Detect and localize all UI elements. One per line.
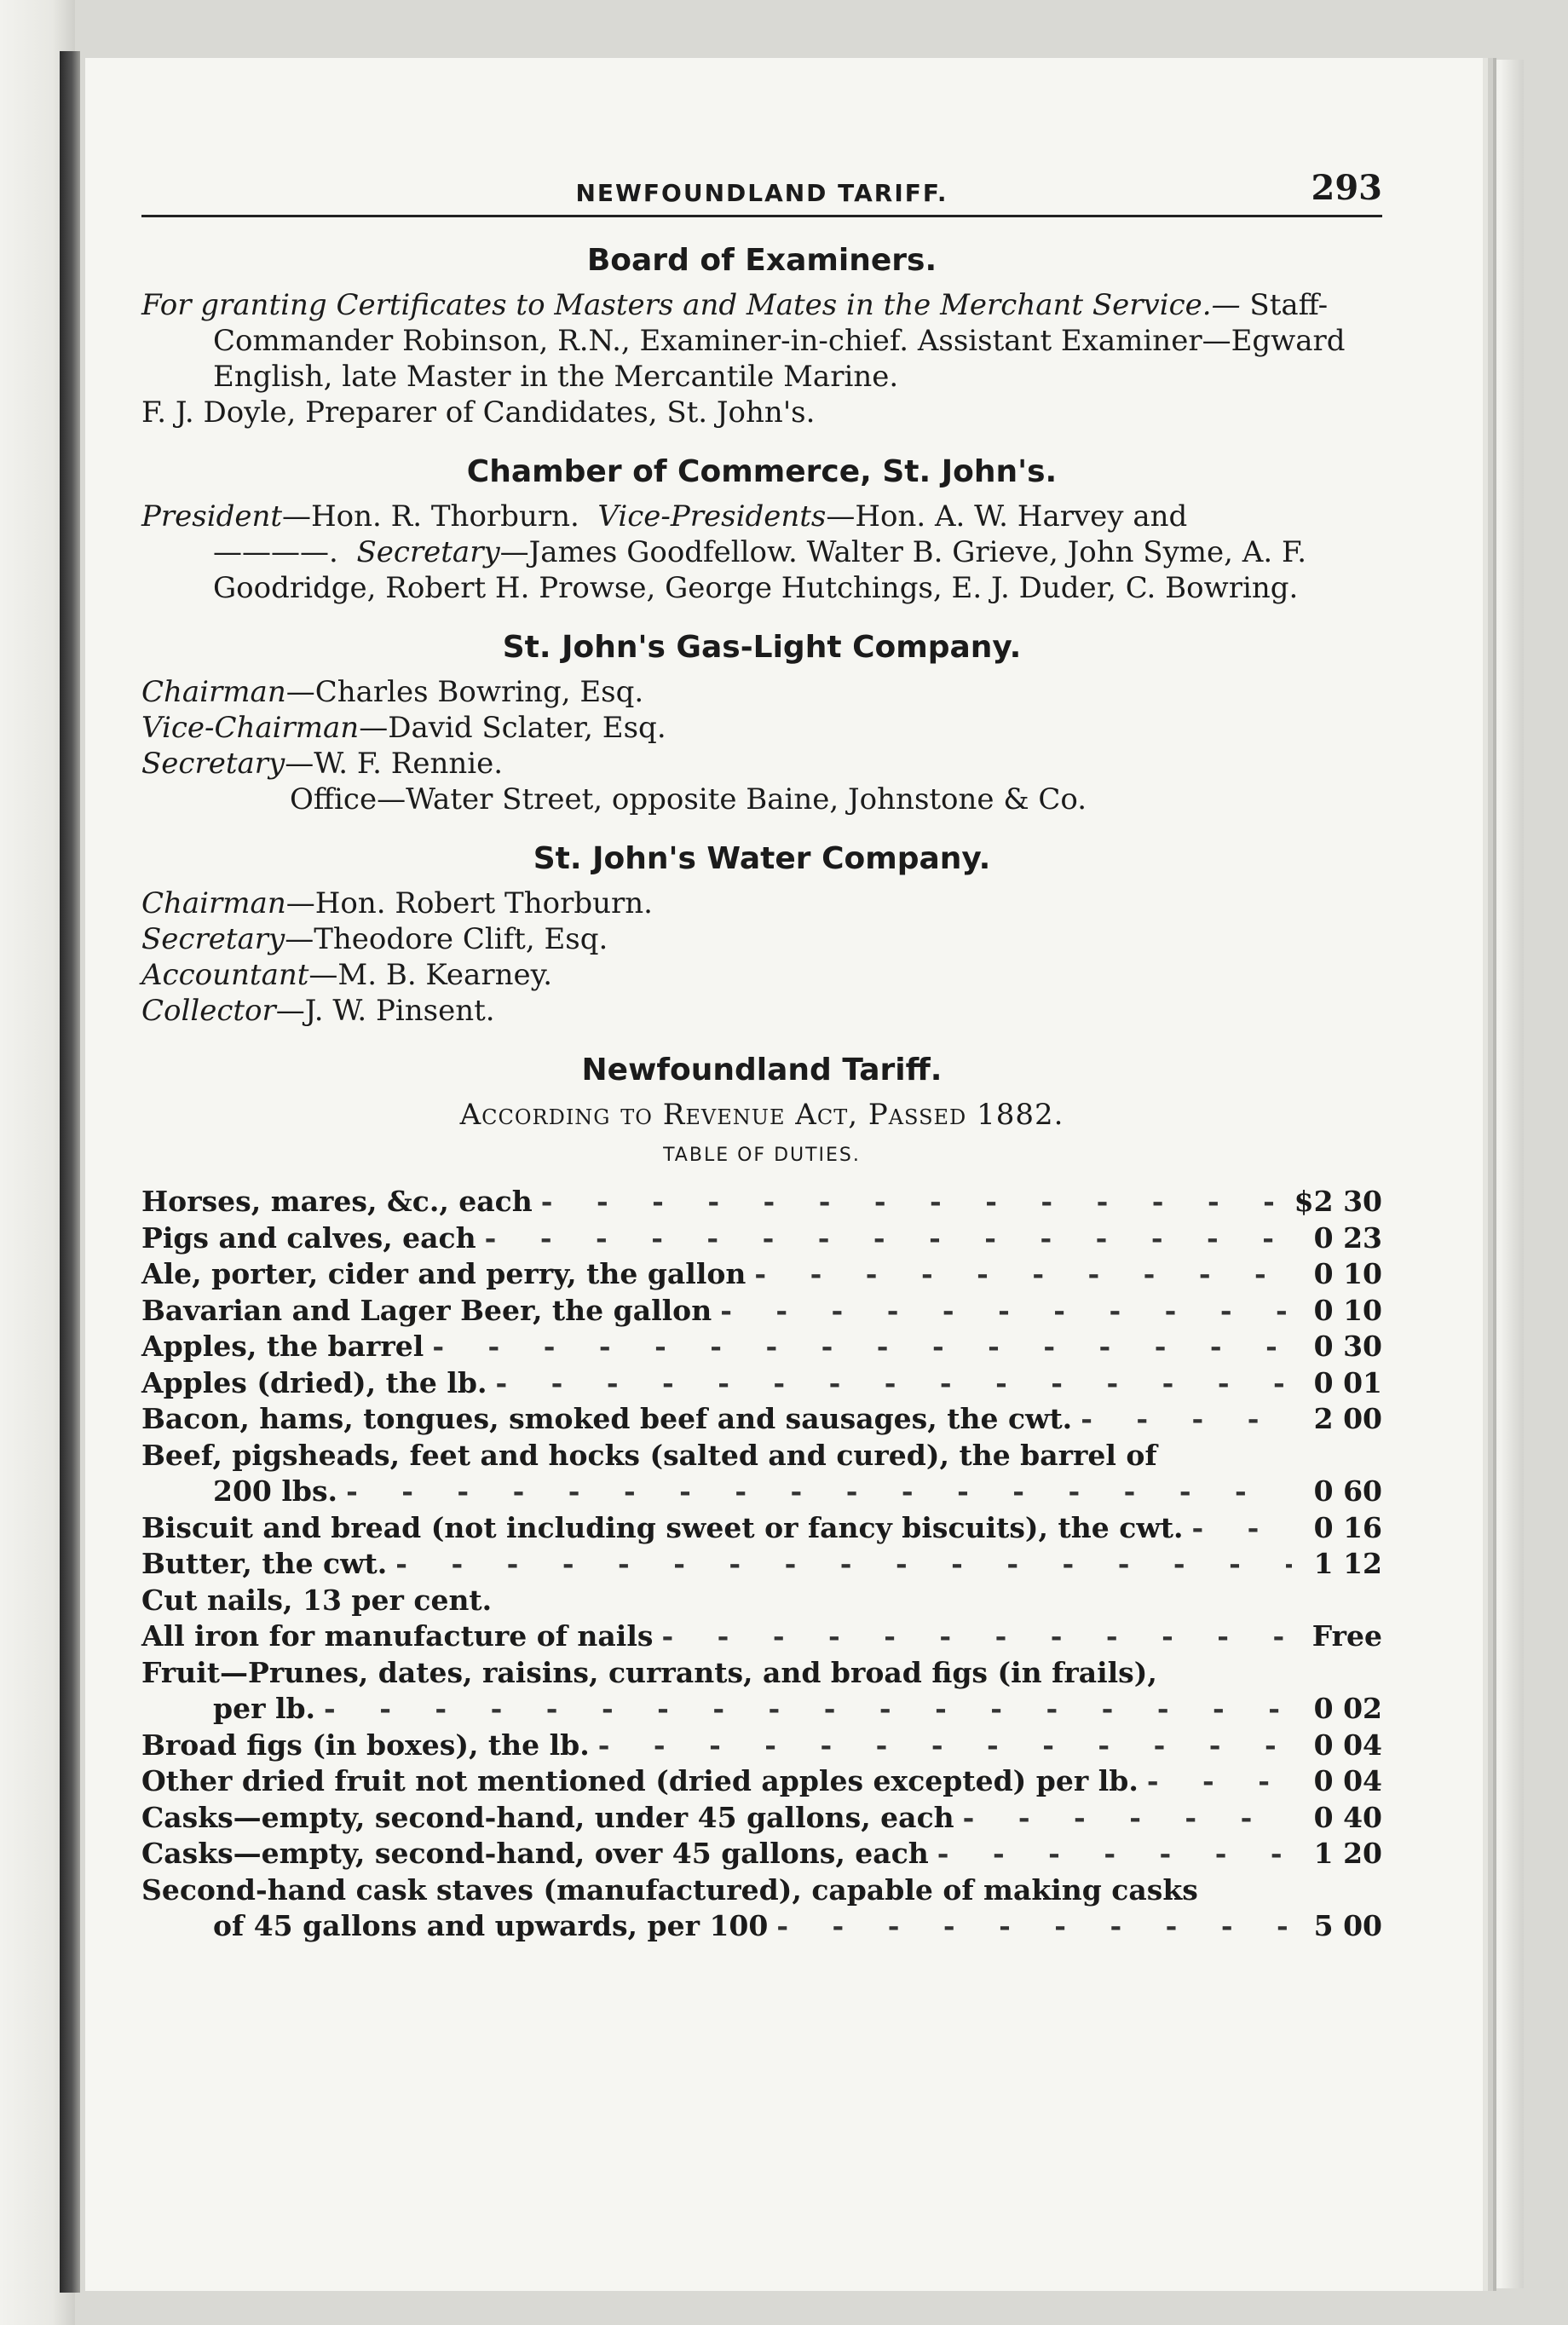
tariff-heading: Newfoundland Tariff. (581, 1053, 943, 1088)
table-rows-group (141, 1618, 1382, 1655)
vice-presidents-label: Vice-Presidents (597, 499, 827, 534)
board-lead: For granting Certificates to Masters and Mates in the Merchant Service.— (141, 288, 1241, 322)
water-chairman-label: Chairman (141, 886, 286, 920)
tariff-section (141, 1051, 1382, 1945)
dot-leader (541, 1184, 1286, 1220)
row-item: Broad figs (in boxes), the lb. (141, 1728, 590, 1762)
staves-continuation (141, 1908, 1382, 1945)
staves-amount: 5 00 (1313, 1909, 1382, 1942)
dot-leader (963, 1800, 1292, 1837)
dot-leader (661, 1618, 1292, 1655)
table-title: TABLE OF DUTIES. (663, 1145, 861, 1166)
dot-leader (495, 1365, 1292, 1402)
row-amount: $2 30 (1294, 1185, 1382, 1218)
cut-nails-row: Cut nails, 13 per cent. (141, 1583, 493, 1617)
water-collector (141, 993, 1382, 1029)
water-secretary-label: Secretary (141, 922, 285, 956)
gas-vice-chairman (141, 710, 1382, 746)
row-amount: 0 04 (1313, 1764, 1382, 1797)
board-preparer: F. J. Doyle, Preparer of Candidates, St. John's. (141, 395, 816, 430)
water-collector-label: Collector (141, 994, 276, 1028)
table-row (141, 1728, 1382, 1764)
staves-first-line: Second-hand cask staves (manufactured), capable of making casks (141, 1872, 1198, 1907)
dot-leader (776, 1908, 1292, 1945)
gas-secretary-text: —W. F. Rennie. (285, 747, 504, 781)
row-item: Butter, the cwt. (141, 1547, 388, 1580)
dot-leader (754, 1256, 1292, 1293)
row-amount: 0 23 (1313, 1220, 1382, 1255)
table-row (141, 1510, 1382, 1547)
row-item: Bavarian and Lager Beer, the gallon (141, 1293, 712, 1327)
row-item: Other dried fruit not mentioned (dried apples excepted) per lb. (141, 1764, 1139, 1797)
gas-vice-text: —David Sclater, Esq. (359, 711, 666, 745)
chamber-section (141, 453, 1382, 606)
running-head (141, 170, 1382, 217)
beef-first-line: Beef, pigsheads, feet and hocks (salted and cured), the barrel of (141, 1438, 1157, 1472)
table-row (141, 1293, 1382, 1330)
gas-vice-label: Vice-Chairman (141, 711, 360, 745)
row-amount: 0 10 (1313, 1257, 1382, 1290)
table-row-fruit (141, 1655, 1382, 1728)
board-body: Staff-Commander Robinson, R.N., Examiner-in-chief. Assistant Examiner—Egward English, late Master in the Mercantile Marine. (213, 288, 1346, 394)
dot-leader (720, 1293, 1292, 1330)
row-item: Biscuit and bread (not including sweet or fancy biscuits), the cwt. (141, 1510, 1184, 1544)
page-content (141, 170, 1382, 1945)
table-row-beef (141, 1438, 1382, 1510)
beef-continuation (141, 1474, 1382, 1510)
water-collector-text: —J. W. Pinsent. (275, 994, 495, 1028)
gas-office: Office—Water Street, opposite Baine, Johnstone & Co. (290, 782, 1087, 816)
row-amount: 0 01 (1313, 1365, 1382, 1399)
gas-chairman-text: —Charles Bowring, Esq. (285, 675, 644, 709)
book-gutter (60, 51, 80, 2293)
dot-leader (1081, 1401, 1292, 1438)
vice-presidents-text: —Hon. A. W. Harvey and (826, 499, 1188, 534)
water-chairman-text: —Hon. Robert Thorburn. (285, 886, 653, 920)
page-number: 293 (1311, 168, 1382, 208)
board-of-examiners-section (141, 241, 1382, 430)
secretary-text: —James Goodfellow. Walter B. Grieve, John Syme, A. F. Goodridge, Robert H. Prowse, George Hutchings, E. J. Duder, C. Bowring. (213, 535, 1307, 605)
beef-cont-text: 200 lbs. (213, 1474, 338, 1508)
water-accountant-label: Accountant (141, 958, 309, 992)
row-item: Casks—empty, second-hand, over 45 gallons, each (141, 1837, 929, 1870)
dot-leader (1191, 1510, 1292, 1547)
tariff-subheading: According to Revenue Act, Passed 1882. (459, 1098, 1064, 1132)
table-row (141, 1401, 1382, 1438)
row-amount: 2 00 (1313, 1402, 1382, 1435)
dot-leader (324, 1691, 1292, 1728)
fruit-continuation (141, 1691, 1382, 1728)
row-amount: 0 04 (1313, 1728, 1382, 1762)
row-item: All iron for manufacture of nails (141, 1619, 654, 1653)
water-secretary (141, 921, 1382, 957)
board-paragraph (141, 287, 1382, 395)
row-amount: 0 16 (1313, 1510, 1382, 1544)
table-row (141, 1329, 1382, 1365)
dot-leader (485, 1220, 1292, 1257)
table-row (141, 1618, 1382, 1655)
table-rows-group (141, 1728, 1382, 1872)
table-rows-group (141, 1184, 1382, 1438)
fruit-first-line: Fruit—Prunes, dates, raisins, currants, and broad figs (in frails), (141, 1655, 1157, 1689)
blank-line: ————. (213, 535, 338, 569)
fruit-amount: 0 02 (1313, 1692, 1382, 1725)
board-heading: Board of Examiners. (586, 243, 937, 278)
table-rows-group (141, 1510, 1382, 1583)
row-item: Ale, porter, cider and perry, the gallon (141, 1257, 747, 1290)
row-item: Apples (dried), the lb. (141, 1365, 487, 1399)
water-secretary-text: —Theodore Clift, Esq. (285, 922, 608, 956)
row-amount: 1 20 (1313, 1837, 1382, 1870)
dot-leader (598, 1728, 1292, 1764)
beef-amount: 0 60 (1313, 1474, 1382, 1508)
president-text: —Hon. R. Thorburn. (282, 499, 579, 534)
page (85, 58, 1483, 2291)
row-item: Horses, mares, &c., each (141, 1185, 533, 1218)
table-row (141, 1836, 1382, 1872)
president-label: President (141, 499, 283, 534)
row-item: Apples, the barrel (141, 1330, 424, 1363)
table-row (141, 1184, 1382, 1220)
row-amount: 0 40 (1313, 1800, 1382, 1834)
dot-leader (1147, 1763, 1292, 1800)
chamber-paragraph (141, 499, 1382, 606)
water-chairman (141, 886, 1382, 921)
gas-heading: St. John's Gas-Light Company. (502, 630, 1022, 665)
chamber-heading: Chamber of Commerce, St. John's. (466, 454, 1058, 489)
gas-secretary-label: Secretary (141, 747, 285, 781)
row-amount: Free (1311, 1619, 1382, 1653)
gas-chairman (141, 674, 1382, 710)
water-accountant-text: —M. B. Kearney. (308, 958, 553, 992)
table-row (141, 1763, 1382, 1800)
gas-secretary (141, 746, 1382, 782)
table-row (141, 1365, 1382, 1402)
page-stack-edge (1484, 60, 1524, 2288)
row-amount: 1 12 (1313, 1547, 1382, 1580)
dot-leader (432, 1329, 1292, 1365)
gas-company-section (141, 628, 1382, 817)
table-row (141, 1256, 1382, 1293)
water-company-section (141, 839, 1382, 1029)
row-item: Casks—empty, second-hand, under 45 gallons, each (141, 1800, 954, 1834)
table-row (141, 1220, 1382, 1257)
table-row-staves (141, 1872, 1382, 1945)
row-amount: 0 10 (1313, 1293, 1382, 1327)
water-accountant (141, 957, 1382, 993)
row-amount: 0 30 (1313, 1330, 1382, 1363)
row-item: Pigs and calves, each (141, 1220, 476, 1255)
running-title: NEWFOUNDLAND TARIFF. (575, 179, 948, 207)
row-item: Bacon, hams, tongues, smoked beef and sausages, the cwt. (141, 1402, 1073, 1435)
secretary-label: Secretary (356, 535, 500, 569)
duties-table (141, 1184, 1382, 1945)
fruit-cont-text: per lb. (213, 1692, 316, 1725)
staves-cont-text: of 45 gallons and upwards, per 100 (213, 1909, 769, 1942)
gas-chairman-label: Chairman (141, 675, 286, 709)
table-row (141, 1800, 1382, 1837)
dot-leader (346, 1474, 1292, 1510)
dot-leader (937, 1836, 1292, 1872)
table-row (141, 1546, 1382, 1583)
water-heading: St. John's Water Company. (533, 841, 991, 876)
dot-leader (395, 1546, 1292, 1583)
